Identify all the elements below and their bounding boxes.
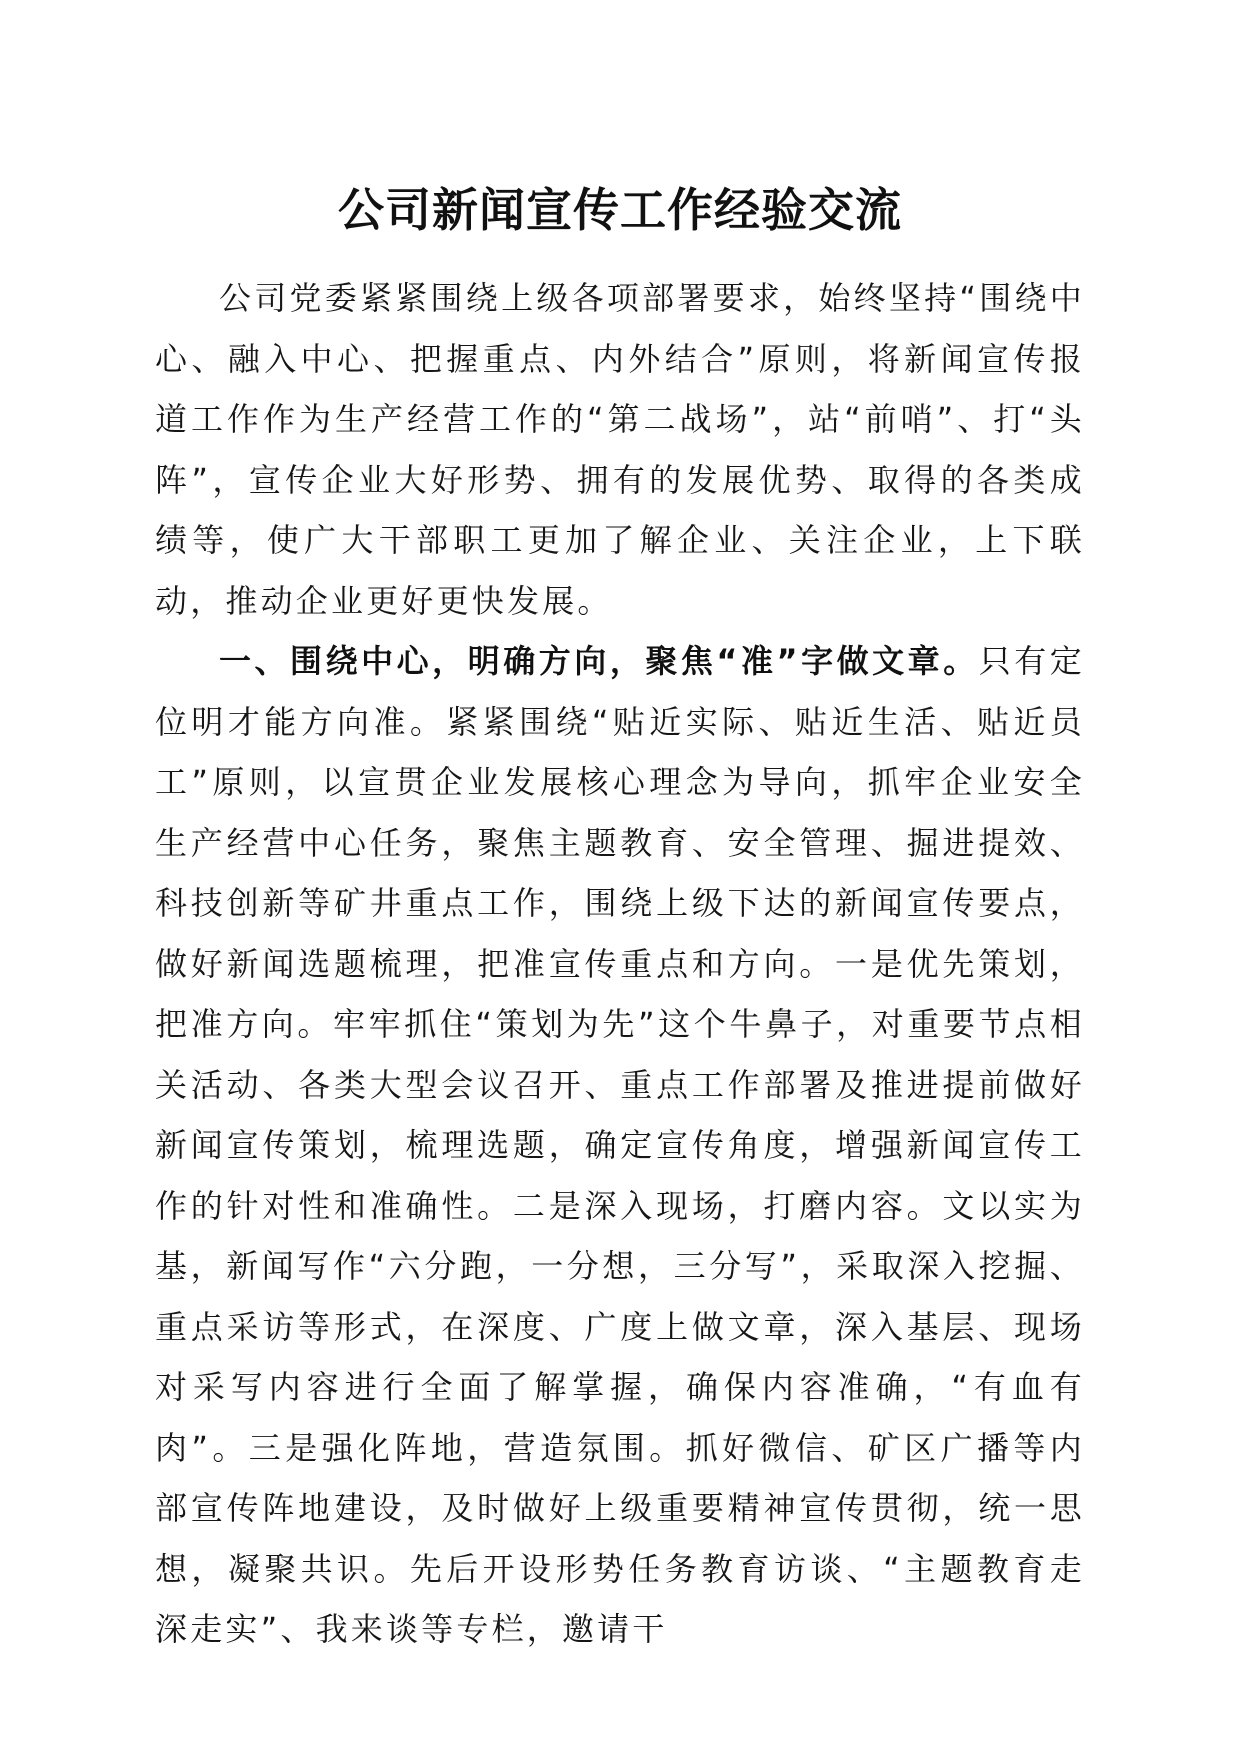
section-1-body: 只有定位明才能方向准。紧紧围绕“贴近实际、贴近生活、贴近员工”原则，以宣贯企业发展核心理念为导向，抓牢企业安全生产经营中心任务，聚焦主题教育、安全管理、掘进提效、科技创新等矿井重点工作，围绕上级下达的新闻宣传要点，做好新闻选题梳理，把准宣传重点和方向。一是优先策划，把准方向。牢牢抓住“策划为先”这个牛鼻子，对重要节点相关活动、各类大型会议召开、重点工作部署及推进提前做好新闻宣传策划，梳理选题，确定宣传角度，增强新闻宣传工作的针对性和准确性。二是深入现场，打磨内容。文以实为基，新闻写作“六分跑，一分想，三分写”，采取深入挖掘、重点采访等形式，在深度、广度上做文章，深入基层、现场对采写内容进行全面了解掌握，确保内容准确，“有血有肉”。三是强化阵地，营造氛围。抓好微信、矿区广播等内部宣传阵地建设，及时做好上级重要精神宣传贯彻，统一思想，凝聚共识。先后开设形势任务教育访谈、“主题教育走深走实”、我来谈等专栏，邀请干 bbox=[155, 642, 1085, 1648]
section-1-paragraph bbox=[155, 631, 1085, 1660]
section-1-heading: 一、围绕中心，明确方向，聚焦“准”字做文章。 bbox=[219, 642, 979, 680]
document-title: 公司新闻宣传工作经验交流 bbox=[338, 183, 902, 237]
intro-paragraph: 公司党委紧紧围绕上级各项部署要求，始终坚持“围绕中心、融入中心、把握重点、内外结合”原则，将新闻宣传报道工作作为生产经营工作的“第二战场”，站“前哨”、打“头阵”，宣传企业大好形势、拥有的发展优势、取得的各类成绩等，使广大干部职工更加了解企业、关注企业，上下联动，推动企业更好更快发展。 bbox=[155, 279, 1085, 620]
document-body bbox=[155, 268, 1085, 1660]
